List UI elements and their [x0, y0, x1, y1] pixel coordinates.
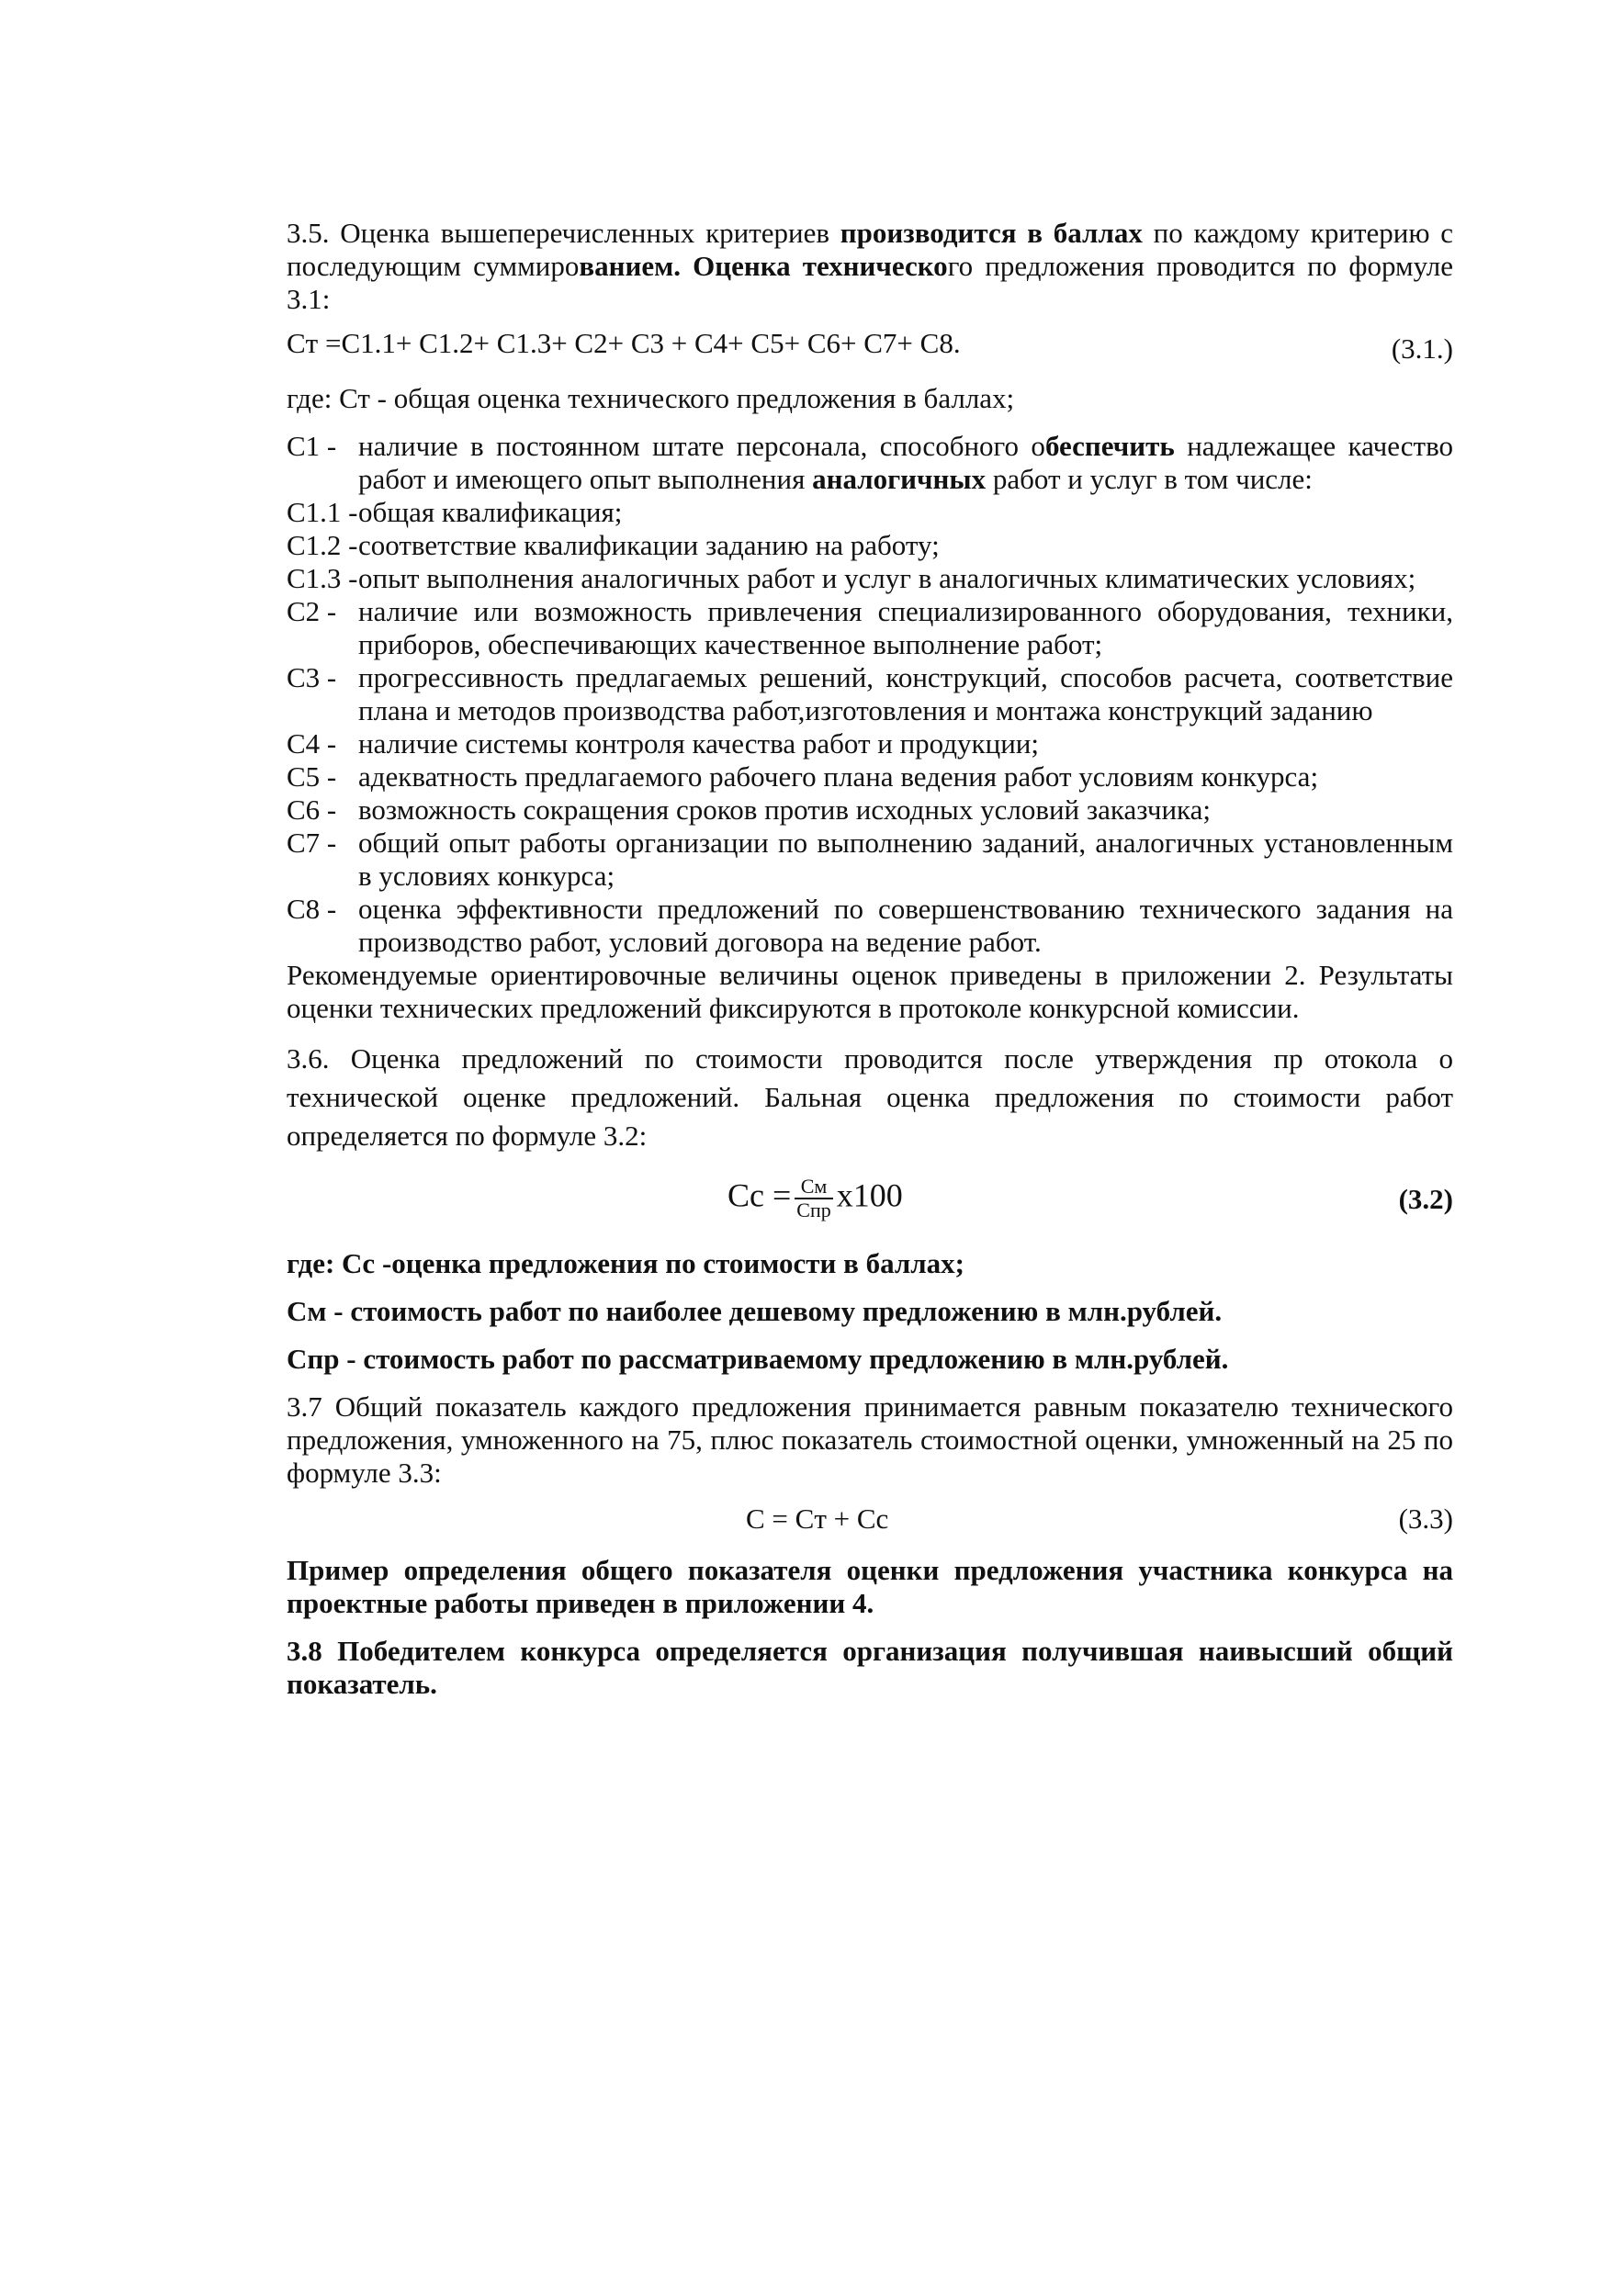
- c1-text-bold-2: аналогичных: [812, 463, 987, 495]
- c1-symbol: C1 -: [287, 430, 337, 462]
- criteria-item: [287, 827, 1453, 893]
- fraction-numerator: Cм: [795, 1176, 832, 1199]
- section-3-6: 3.6. Оценка предложений по стоимости проводится после утверждения пр отокола о технической оценке предложений. Бальная оценка предложения по стоимости работ определяется по формуле 3.2:: [287, 1042, 1453, 1152]
- c1-text-bold-1: беспечить: [1044, 430, 1175, 462]
- formula-3-3-expression: C = Cт + Cc: [746, 1503, 889, 1535]
- criteria-text: адекватность предлагаемого рабочего плана ведения работ условиям конкурса;: [358, 760, 1319, 793]
- criteria-text: соответствие квалификации заданию на работу;: [358, 529, 940, 561]
- formula-3-3-number: (3.3): [1398, 1503, 1453, 1535]
- criteria-symbol: C1.3 -: [287, 562, 358, 594]
- where-cc-definition: где: Cc -оценка предложения по стоимости в баллах;: [287, 1247, 964, 1279]
- c1-text: [358, 430, 1453, 496]
- formula-3-2-lhs: Cc =: [727, 1176, 792, 1214]
- formula-3-2-multiplier: x100: [836, 1176, 903, 1214]
- criteria-text: общий опыт работы организации по выполнению заданий, аналогичных установленным в условиях конкурса;: [358, 827, 1453, 892]
- criteria-item: [287, 496, 1453, 529]
- criteria-item: [287, 595, 1453, 661]
- criteria-text: общая квалификация;: [358, 496, 623, 528]
- criteria-symbol: C5 -: [287, 760, 337, 793]
- example-paragraph: Пример определения общего показателя оценки предложения участника конкурса на проектные работы приведен в приложении 4.: [287, 1554, 1453, 1619]
- formula-3-2-number: (3.2): [1398, 1183, 1453, 1215]
- formula-3-1-number: (3.1.): [1391, 332, 1453, 365]
- criteria-text: прогрессивность предлагаемых решений, конструкций, способов расчета, соответствие плана и методов производства работ,изготовления и монтажа конструкций заданию: [358, 661, 1453, 726]
- c1-text-part-1: наличие в постоянном штате персонала, способного о: [358, 430, 1045, 462]
- section-3-5: [287, 217, 1453, 316]
- recommendation-paragraph: Рекомендуемые ориентировочные величины оценок приведены в приложении 2. Результаты оценки технических предложений фиксируются в протоколе конкурсной комиссии.: [287, 959, 1453, 1024]
- criteria-item: [287, 893, 1453, 959]
- cm-definition: Cм - стоимость работ по наиболее дешевому предложению в млн.рублей.: [287, 1295, 1223, 1327]
- criteria-symbol: C1.2 -: [287, 529, 358, 561]
- c1-text-part-3: работ и услуг в том числе:: [992, 463, 1313, 495]
- formula-3-3: [287, 1499, 1453, 1539]
- c1-definition: [287, 430, 1453, 496]
- criteria-symbol: C7 -: [287, 827, 337, 859]
- criteria-text: наличие или возможность привлечения специализированного оборудования, техники, приборов, обеспечивающих качественное выполнение работ;: [358, 595, 1453, 660]
- section-3-5-lead: 3.5. Оценка вышеперечисленных критериев: [287, 217, 830, 249]
- criteria-symbol: C2 -: [287, 595, 337, 627]
- criteria-symbol: C3 -: [287, 661, 337, 693]
- criteria-symbol: C6 -: [287, 793, 337, 826]
- section-3-5-text-2: го предложения проводится по формуле 3.1:: [287, 250, 1453, 315]
- criteria-text: оценка эффективности предложений по совершенствованию технического задания на производство работ, условий договора на ведение работ.: [358, 893, 1453, 958]
- criteria-item: [287, 793, 1453, 827]
- criteria-text: опыт выполнения аналогичных работ и услуг в аналогичных климатических условиях;: [358, 562, 1416, 594]
- criteria-list: [287, 496, 1453, 959]
- where-ct-definition: где: Ст - общая оценка технического предложения в баллах;: [287, 382, 1015, 414]
- section-3-5-bold-2: ванием. Оценка техническо: [579, 250, 948, 282]
- document-body: [287, 217, 1453, 1701]
- criteria-item: [287, 529, 1453, 562]
- formula-3-1-expression: Cт =C1.1+ C1.2+ C1.3+ C2+ C3 + C4+ C5+ C6+ C7+ C8.: [287, 327, 961, 359]
- criteria-item: [287, 661, 1453, 727]
- section-3-8: 3.8 Победителем конкурса определяется организация получившая наивысший общий показатель.: [287, 1635, 1453, 1700]
- criteria-text: наличие системы контроля качества работ и продукции;: [358, 727, 1040, 760]
- cpr-definition: Cпр - стоимость работ по рассматриваемому предложению в млн.рублей.: [287, 1343, 1229, 1375]
- section-3-7: 3.7 Общий показатель каждого предложения принимается равным показателю технического предложения, умноженного на 75, плюс показатель стоимостной оценки, умноженный на 25 по формуле 3.3:: [287, 1390, 1453, 1489]
- section-3-5-bold-1: производится в баллах: [840, 217, 1143, 249]
- criteria-symbol: C8 -: [287, 893, 337, 925]
- criteria-symbol: C4 -: [287, 727, 337, 760]
- fraction-denominator: Cпр: [796, 1199, 831, 1221]
- criteria-item: [287, 727, 1453, 760]
- criteria-symbol: C1.1 -: [287, 496, 358, 528]
- c1-text-part-2: надлежащее качество работ и имеющего опыт выполнения: [358, 430, 1453, 495]
- criteria-text: возможность сокращения сроков против исходных условий заказчика;: [358, 793, 1212, 826]
- criteria-item: [287, 760, 1453, 793]
- formula-3-2-fraction: [795, 1176, 832, 1221]
- formula-3-1: [287, 327, 1453, 367]
- formula-3-2: [287, 1163, 1453, 1232]
- formula-3-2-expression: [727, 1176, 903, 1221]
- section-3-5-text-1: по каждому критерию с последующим суммиро: [287, 217, 1454, 282]
- criteria-item: [287, 562, 1453, 595]
